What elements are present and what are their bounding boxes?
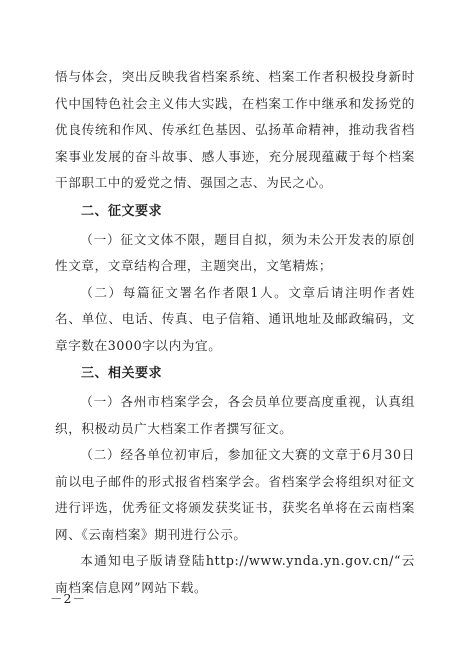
related-item-1: （一）各州市档案学会，各会员单位要高度重视，认真组织，积极动员广大档案工作者撰写征文。 (55, 394, 415, 436)
download-notice: 本通知电子版请登陆http://www.ynda.yn.gov.cn/“云南档案信息网”网站下载。 (55, 553, 415, 595)
section-heading-3: 三、相关要求 (81, 366, 163, 381)
requirement-item-2: （二）每篇征文署名作者限1人。文章后请注明作者姓名、单位、电话、传真、电子信箱、通讯地址及邮政编码，文章字数在3000字以内为宜。 (55, 284, 415, 353)
paragraph-continued: 悟与体会，突出反映我省档案系统、档案工作者积极投身新时代中国特色社会主义伟大实践，在档案工作中继承和发扬党的优良传统和作风、传承红色基因、弘扬革命精神，推动我省档案事业发展的奋斗故事、感人事迹，充分展现蕴藏于每个档案干部职工中的爱党之情、强国之志、为民之心。 (55, 69, 415, 190)
section-heading-2: 二、征文要求 (81, 203, 163, 219)
related-item-2: （二）经各单位初审后，参加征文大赛的文章于6月30日前以电子邮件的形式报省档案学会。省档案学会将组织对征文进行评选，优秀征文将颁发获奖证书，获奖名单将在云南档案网、《云南档案》期刊进行公示。 (55, 447, 415, 542)
requirement-item-1: （一）征文文体不限，题目自拟，须为未公开发表的原创性文章，文章结构合理，主题突出，文笔精炼； (55, 231, 415, 273)
page-number: －2－ (50, 591, 86, 606)
document-body (55, 64, 415, 601)
